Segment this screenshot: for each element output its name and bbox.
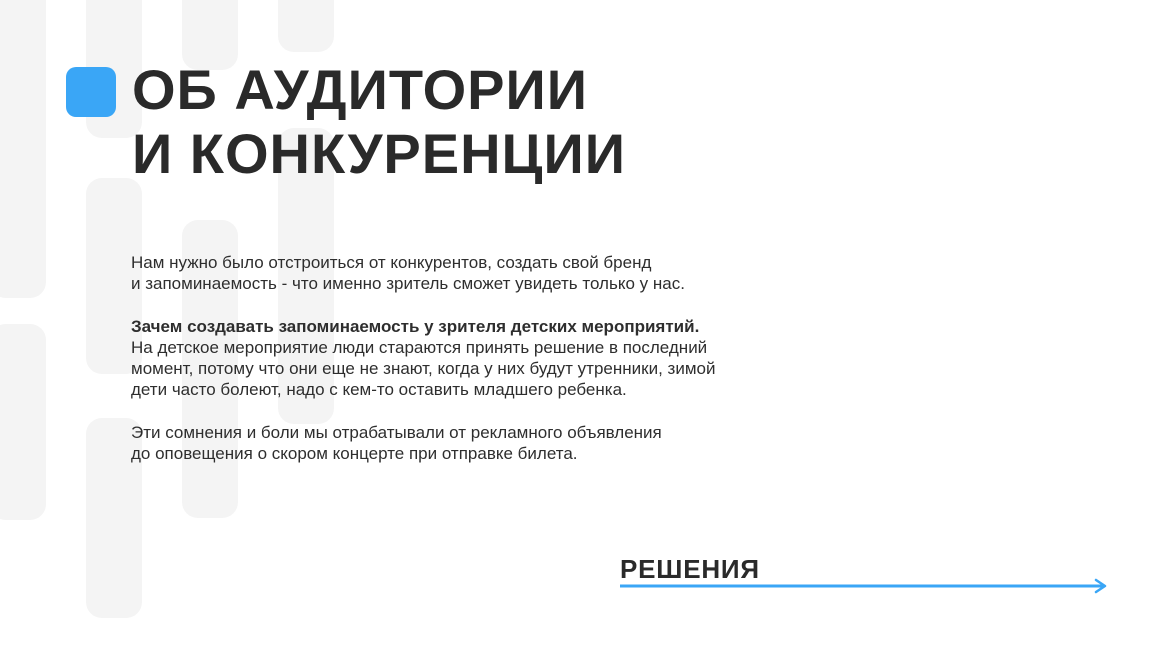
text-line: Нам нужно было отстроиться от конкурентов, создать свой бренд: [131, 253, 652, 272]
text-line: На детское мероприятие люди стараются принять решение в последний: [131, 337, 708, 357]
page-title-line-1: ОБ АУДИТОРИИ: [132, 58, 589, 121]
solutions-link[interactable]: РЕШЕНИЯ: [620, 554, 760, 584]
arrow-right-icon[interactable]: [620, 578, 1110, 594]
body-text: [131, 252, 871, 485]
text-line: Эти сомнения и боли мы отрабатывали от рекламного объявления: [131, 422, 662, 442]
paragraph-pains: [131, 422, 871, 465]
page-title-line-2: И КОНКУРЕНЦИИ: [132, 122, 626, 185]
text-line: и запоминаемость - что именно зритель сможет увидеть только у нас.: [131, 274, 685, 294]
paragraph-heading: Зачем создавать запоминаемость у зрителя детских мероприятий.: [131, 316, 700, 336]
paragraph-competition: [131, 252, 871, 295]
text-line: до оповещения о скором концерте при отправке билета.: [131, 444, 578, 464]
background-bar: [278, 0, 334, 52]
page-title: [132, 58, 626, 186]
text-line: момент, потому что они еще не знают, когда у них будут утренники, зимой: [131, 359, 716, 379]
paragraph-memorability: [131, 316, 871, 401]
background-bar: [0, 0, 46, 298]
text-line: дети часто болеют, надо с кем-то оставить младшего ребенка.: [131, 380, 627, 400]
accent-square-icon: [66, 67, 116, 117]
background-bar: [0, 324, 46, 520]
